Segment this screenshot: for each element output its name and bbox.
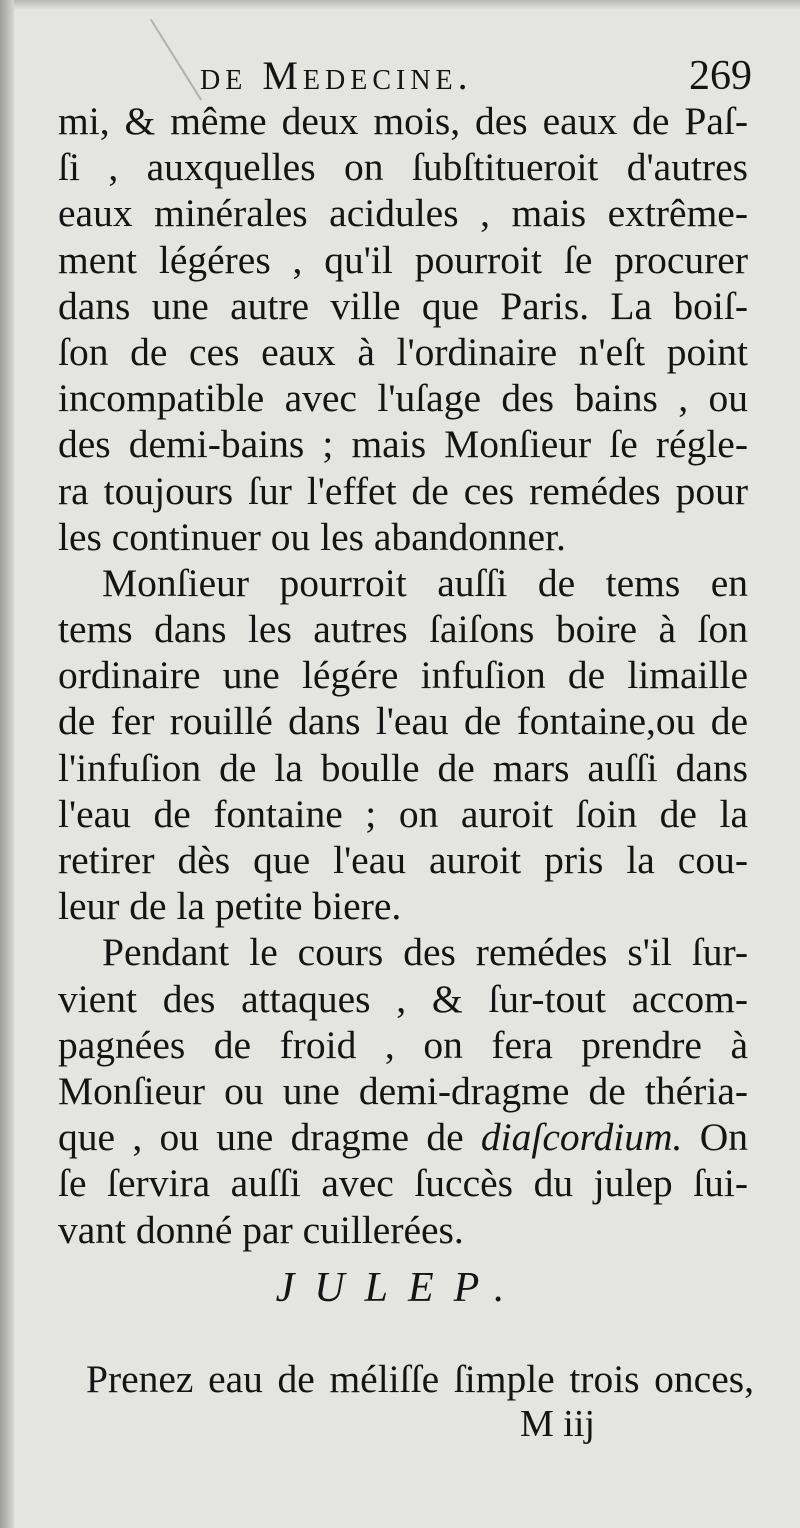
text-line: leur de la petite biere. xyxy=(58,884,402,929)
running-head-title: de Medecine. xyxy=(200,53,473,98)
text-line: incompatible avec l'uſage des bains , ou xyxy=(58,376,748,421)
text-line: tems dans les autres ſaiſons boire à ſon xyxy=(58,607,748,652)
text-line: ordinaire une légére infuſion de limaille xyxy=(58,653,748,698)
text-segment: que , ou une dragme de xyxy=(58,1115,481,1160)
text-line: ſi , auxquelles on ſubſtitueroit d'autres xyxy=(58,145,748,190)
signature-mark: M iij xyxy=(520,1403,595,1445)
recipe-line: Prenez eau de méliſſe ſimple trois onces, xyxy=(86,1357,754,1401)
text-line: Pendant le cours des remédes s'il ſur- xyxy=(102,930,748,975)
text-line: les continuer ou les abandonner. xyxy=(58,514,566,559)
section-heading: JULEP. xyxy=(275,1265,525,1311)
text-line: eaux minérales acidules , mais extrême- xyxy=(58,191,748,236)
text-line: Monſieur ou une demi-dragme de thériа- xyxy=(58,1068,748,1113)
text-segment: On xyxy=(682,1115,748,1160)
text-line: ſe ſervira auſſi avec ſuccès du julep ſui- xyxy=(58,1161,748,1206)
text-line: retirer dès que l'eau auroit pris la cou- xyxy=(58,838,748,882)
text-line: vient des attaques , & ſur-tout accom- xyxy=(58,976,748,1021)
text-line: ſon de ces eaux à l'ordinaire n'eſt point xyxy=(58,329,748,374)
text-line: Monſieur pourroit auſſi de tems en xyxy=(102,560,748,605)
text-line: vant donné par cuillerées. xyxy=(58,1207,464,1252)
text-line: pagnées de froid , on fera prendre à xyxy=(58,1022,748,1067)
body-text xyxy=(58,98,748,1253)
running-head xyxy=(200,52,760,102)
text-line: ra toujours ſur l'effet de ces remédes pour xyxy=(58,468,748,513)
page-top-edge-shadow xyxy=(0,0,800,10)
text-line: ment légéres , qu'il pourroit ſe procurer xyxy=(58,237,748,282)
text-line: des demi-bains ; mais Monſieur ſe régle- xyxy=(58,422,748,467)
text-line: l'eau de fontaine ; on auroit ſoin de la xyxy=(58,791,748,836)
text-line: dans une autre ville que Paris. La boiſ- xyxy=(58,283,748,328)
text-line: de fer rouillé dans l'eau de fontaine,ou de xyxy=(58,699,748,744)
paper-crease xyxy=(150,19,202,101)
italic-term: diaſcordium. xyxy=(480,1115,683,1160)
text-line-with-italic xyxy=(58,1114,748,1160)
page-number: 269 xyxy=(689,53,752,99)
text-line: l'infuſion de la boulle de mars auſſi dans xyxy=(58,745,748,790)
text-line: mi, & même deux mois, des eaux de Paſ- xyxy=(58,99,748,143)
